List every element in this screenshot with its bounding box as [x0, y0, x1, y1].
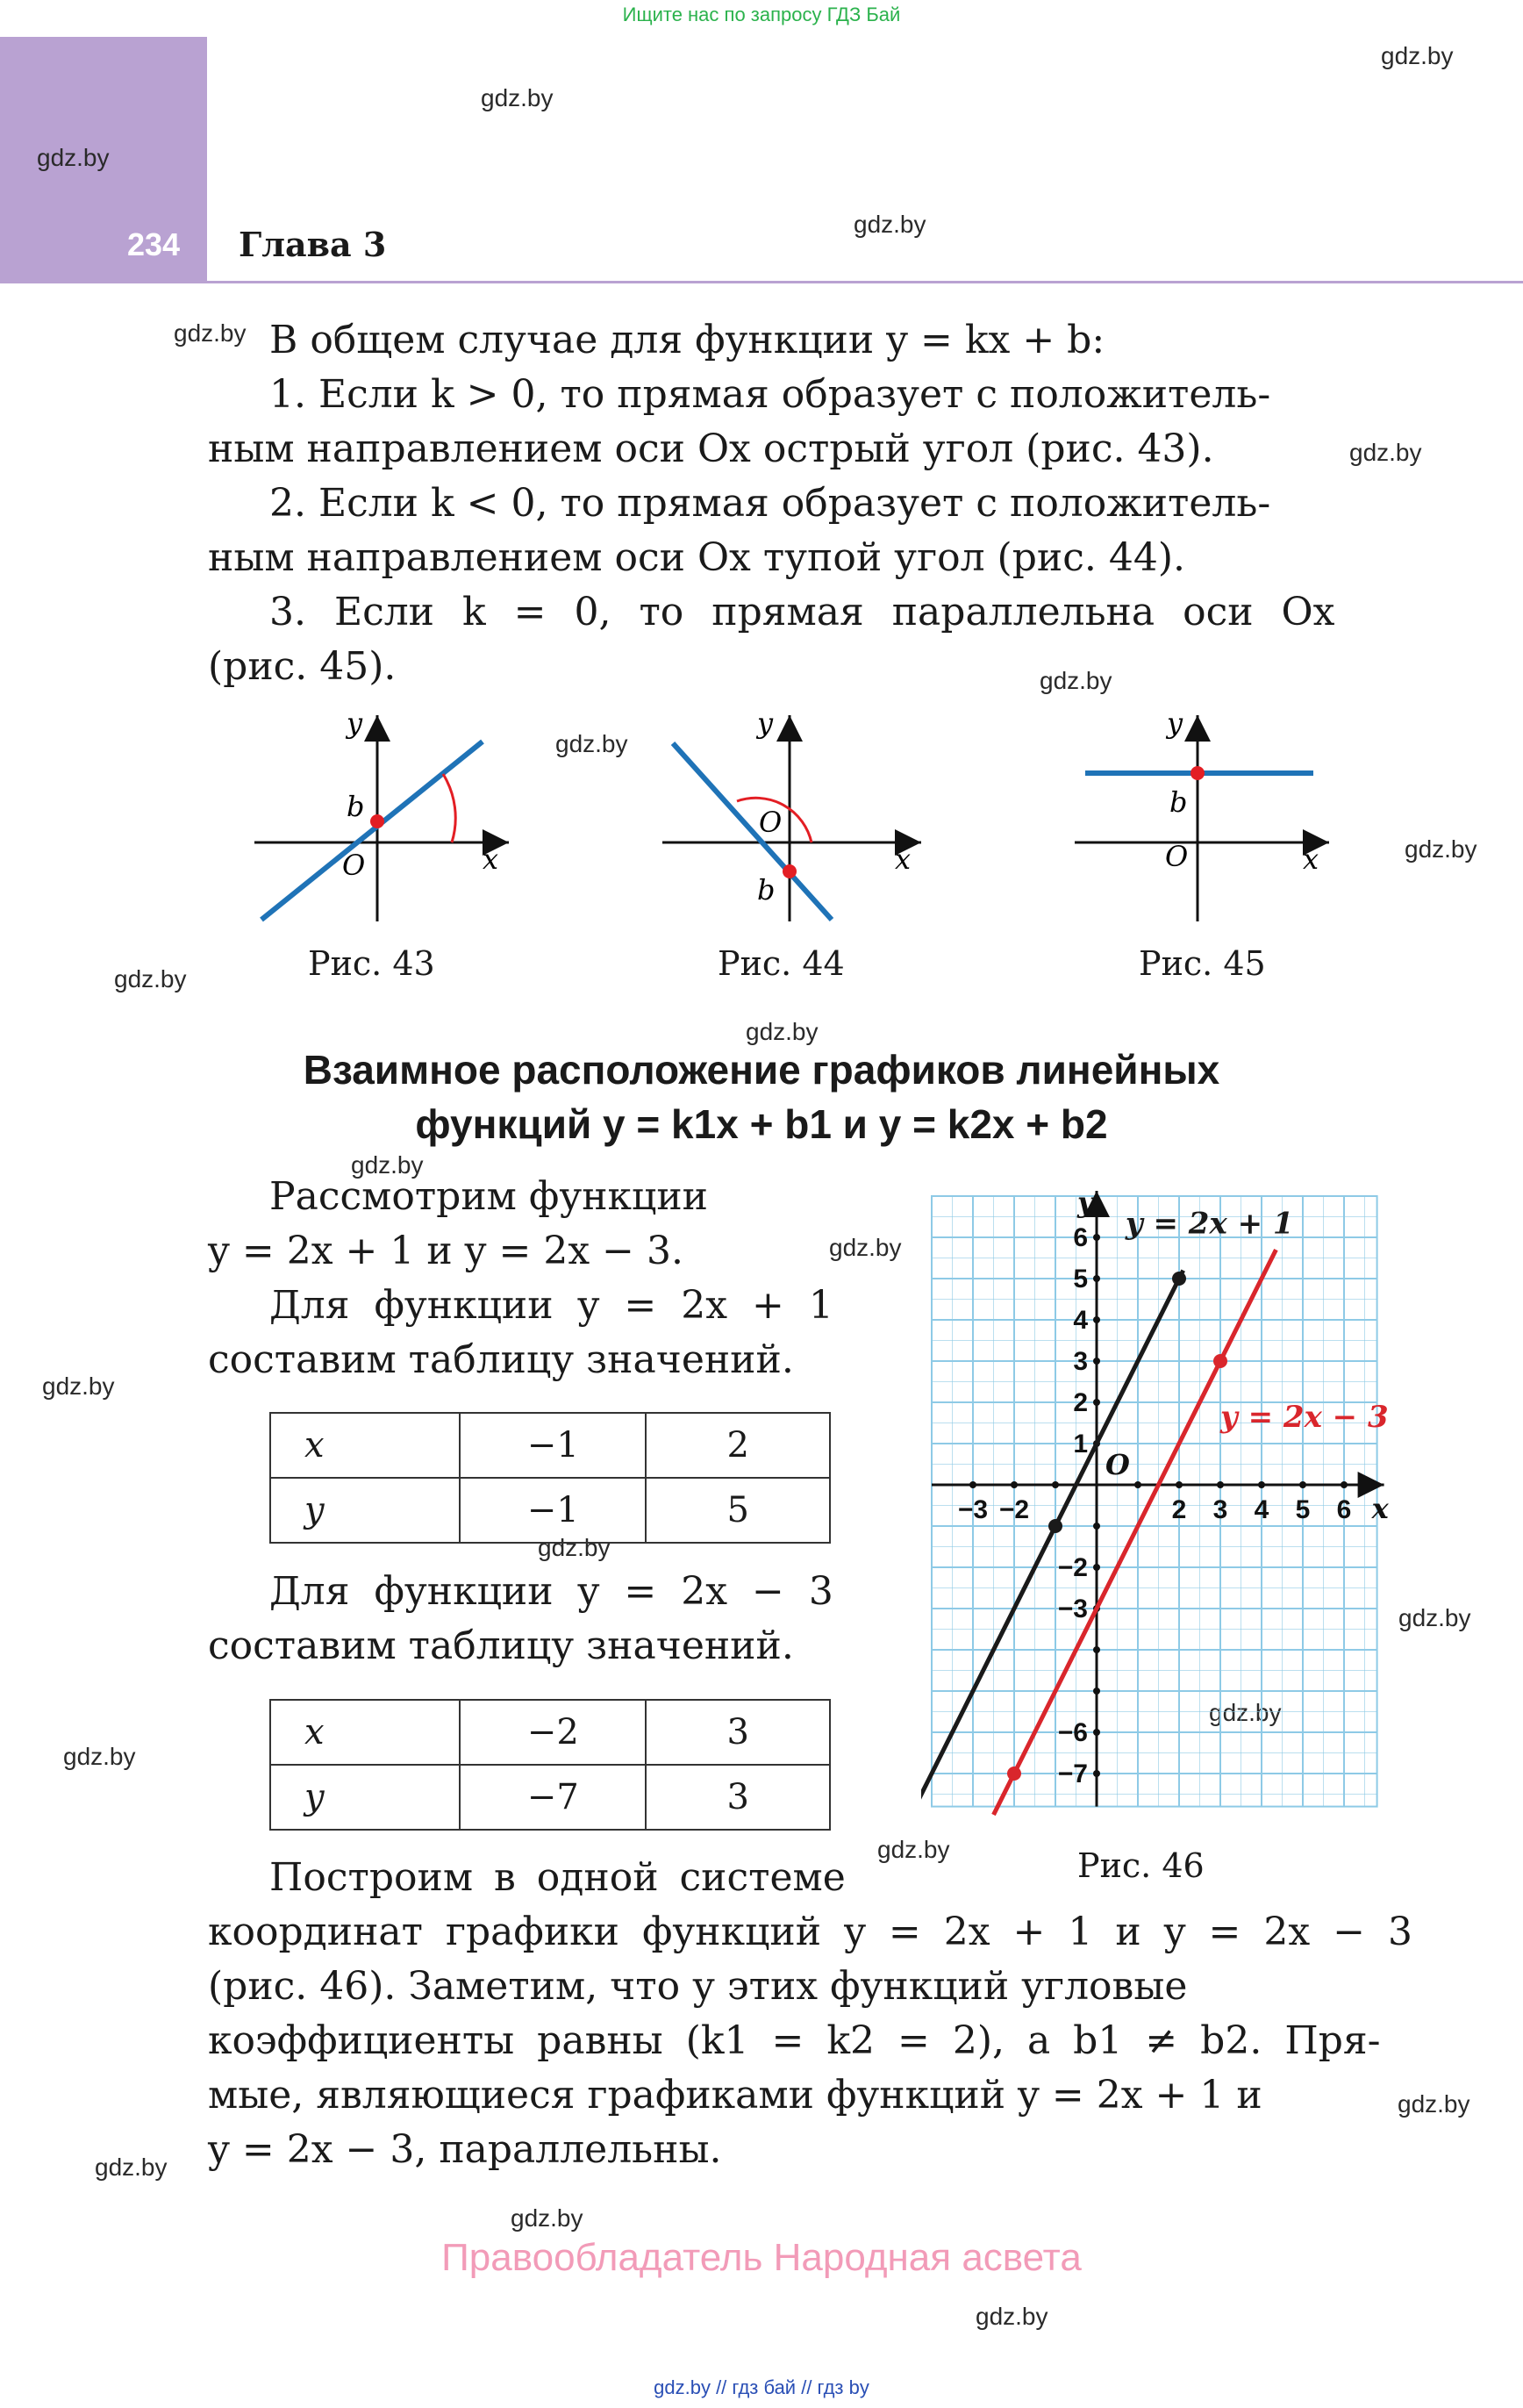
table-row [270, 1700, 830, 1765]
origin-label: O [1165, 840, 1189, 873]
x-tick [1134, 1481, 1141, 1488]
y-tick [1093, 1358, 1100, 1365]
watermark: gdz.by [1381, 42, 1454, 69]
y-label: y [1167, 706, 1183, 740]
x-label: x [1303, 842, 1319, 876]
para3-line-4: коэффициенты равны (k1 = k2 = 2), а b1 ≠ b2. Пря- [208, 2018, 1381, 2063]
table-cell: −1 [460, 1413, 646, 1478]
x-tick [969, 1481, 976, 1488]
section-title-line-2: функций y = k1x + b1 и y = k2x + b2 [415, 1101, 1108, 1147]
watermark: gdz.by [976, 2303, 1048, 2330]
origin-label: O [342, 849, 366, 882]
series-line-2 [994, 1250, 1276, 1815]
origin-label: O [759, 806, 783, 839]
figure-46-chart [921, 1185, 1395, 1834]
watermark: gdz.by [829, 1234, 902, 1261]
page-number: 234 [127, 226, 181, 262]
figure-43 [246, 698, 526, 935]
y-tick [1093, 1646, 1100, 1653]
series-point-1 [1048, 1519, 1062, 1533]
x-tick-label: −3 [957, 1495, 989, 1524]
y-tick [1093, 1688, 1100, 1695]
series-point-2 [1213, 1354, 1227, 1368]
b-label: b [347, 790, 365, 823]
watermark: gdz.by [95, 2154, 168, 2181]
watermark: gdz.by [174, 319, 247, 347]
header-divider [0, 281, 1523, 283]
y-label: y [347, 706, 363, 740]
y-tick [1093, 1316, 1100, 1323]
para3-line-6: y = 2x − 3, параллельны. [208, 2127, 722, 2172]
watermark: gdz.by [746, 1018, 819, 1045]
y-tick-label: 6 [1073, 1223, 1088, 1252]
watermark: gdz.by [63, 1743, 136, 1770]
values-table-2 [269, 1699, 831, 1831]
x-tick [1217, 1481, 1224, 1488]
x-tick-label: 2 [1171, 1495, 1187, 1524]
watermark: gdz.by [854, 211, 926, 238]
y-tick [1093, 1564, 1100, 1571]
values-table-1 [269, 1412, 831, 1544]
x-tick [1341, 1481, 1348, 1488]
x-axis-label: x [1371, 1492, 1389, 1525]
para1-line-2: y = 2x + 1 и y = 2x − 3. [208, 1229, 683, 1273]
section-title-line-1: Взаимное расположение графиков линейных [303, 1047, 1220, 1093]
watermark: gdz.by [1349, 439, 1422, 466]
watermark: gdz.by [114, 965, 187, 993]
table-cell: 3 [646, 1700, 830, 1765]
x-tick [1011, 1481, 1018, 1488]
y-tick [1093, 1275, 1100, 1282]
table-row [270, 1413, 830, 1478]
y-tick-label: −6 [1057, 1718, 1088, 1747]
table-cell: 2 [646, 1413, 830, 1478]
table-row [270, 1765, 830, 1830]
figure-45 [1066, 698, 1347, 935]
y-tick-label: 3 [1073, 1347, 1088, 1376]
para3-line-1: Построим в одной системе [269, 1855, 846, 1900]
y-tick [1093, 1399, 1100, 1406]
table-cell: −7 [460, 1765, 646, 1830]
para3-line-2: координат графики функций y = 2x + 1 и y = 2x − 3 [208, 1910, 1413, 1954]
series-label-2: y = 2x − 3 [1220, 1400, 1389, 1436]
intro-item-1a: 1. Если k > 0, то прямая образует с положитель- [269, 372, 1271, 417]
intro-item-2b: ным направлением оси Ox тупой угол (рис. 44). [208, 535, 1185, 580]
watermark: gdz.by [555, 730, 628, 757]
x-tick [1258, 1481, 1265, 1488]
chapter-title: Глава 3 [239, 225, 387, 264]
table-cell: 5 [646, 1478, 830, 1543]
y-tick-label: 4 [1073, 1306, 1088, 1335]
watermark: gdz.by [1405, 835, 1477, 863]
figure-46-caption: Рис. 46 [1077, 1846, 1205, 1885]
table-cell: x [270, 1413, 460, 1478]
para1-line-4: составим таблицу значений. [208, 1337, 794, 1382]
x-tick [1176, 1481, 1183, 1488]
y-tick-label: 2 [1073, 1388, 1088, 1417]
top-note: Ищите нас по запросу ГДЗ Бай [622, 4, 901, 25]
table-cell: −1 [460, 1478, 646, 1543]
table-cell: y [270, 1478, 460, 1543]
table-row [270, 1478, 830, 1543]
b-label: b [1169, 785, 1188, 819]
figure-45-caption: Рис. 45 [1139, 944, 1266, 983]
copyright-owner: Правообладатель Народная асвета [441, 2236, 1082, 2279]
x-tick-label: 3 [1212, 1495, 1228, 1524]
origin-label: O [1105, 1448, 1130, 1481]
x-tick-label: 5 [1295, 1495, 1311, 1524]
para3-line-3: (рис. 46). Заметим, что у этих функций угловые [208, 1964, 1188, 2009]
y-tick [1093, 1729, 1100, 1736]
watermark: gdz.by [1040, 667, 1112, 694]
watermark: gdz.by [1209, 1699, 1282, 1726]
table-cell: −2 [460, 1700, 646, 1765]
x-tick-label: 4 [1254, 1495, 1269, 1524]
para1-line-1: Рассмотрим функции [269, 1174, 708, 1219]
intro-item-3b: (рис. 45). [208, 644, 397, 689]
x-tick [1299, 1481, 1306, 1488]
watermark: gdz.by [481, 84, 554, 111]
table-cell: 3 [646, 1765, 830, 1830]
figure-43-caption: Рис. 43 [308, 944, 435, 983]
para2-line-2: составим таблицу значений. [208, 1623, 794, 1668]
y-tick-label: −3 [1057, 1595, 1088, 1623]
series-label-1: y = 2x + 1 [1125, 1206, 1294, 1242]
y-tick-label: −7 [1057, 1759, 1088, 1788]
figure-44-caption: Рис. 44 [718, 944, 845, 983]
para1-line-3: Для функции y = 2x + 1 [269, 1283, 833, 1328]
graph-line [261, 742, 483, 920]
intro-item-1b: ным направлением оси Ox острый угол (рис. 43). [208, 426, 1214, 471]
para3-line-5: мые, являющиеся графиками функций y = 2x + 1 и [208, 2073, 1262, 2118]
bottom-note: gdz.by // гдз бай // гдз by [654, 2376, 869, 2398]
x-tick [1052, 1481, 1059, 1488]
table-cell: x [270, 1700, 460, 1765]
intercept-point [783, 864, 797, 878]
x-label: x [483, 842, 499, 876]
watermark: gdz.by [42, 1372, 115, 1400]
watermark: gdz.by [538, 1534, 611, 1561]
series-point-2 [1007, 1767, 1021, 1781]
y-tick [1093, 1770, 1100, 1777]
y-axis-label: y [1077, 1186, 1094, 1219]
watermark: gdz.by [1398, 1604, 1471, 1631]
y-tick-label: −2 [1057, 1553, 1088, 1582]
figure-44 [654, 698, 934, 935]
table-cell: y [270, 1765, 460, 1830]
y-tick [1093, 1234, 1100, 1241]
acute-angle-arc [443, 774, 455, 842]
x-tick-label: 6 [1336, 1495, 1352, 1524]
watermark: gdz.by [1398, 2090, 1470, 2118]
y-tick-label: 5 [1073, 1265, 1088, 1294]
b-label: b [757, 873, 776, 907]
watermark: gdz.by [37, 144, 110, 171]
intro-item-3a: 3. Если k = 0, то прямая параллельна оси Ox [269, 590, 1335, 634]
y-label: y [757, 706, 774, 740]
y-tick [1093, 1523, 1100, 1530]
watermark: gdz.by [511, 2204, 583, 2232]
watermark: gdz.by [877, 1836, 950, 1863]
y-tick-label: 1 [1073, 1430, 1088, 1458]
intercept-point [1191, 766, 1205, 780]
intercept-point [370, 814, 384, 828]
intro-line-1: В общем случае для функции y = kx + b: [269, 318, 1105, 362]
x-label: x [895, 842, 912, 876]
x-tick-label: −2 [998, 1495, 1030, 1524]
watermark: gdz.by [351, 1151, 424, 1179]
para2-line-1: Для функции y = 2x − 3 [269, 1569, 833, 1614]
series-point-1 [1172, 1272, 1186, 1286]
intro-item-2a: 2. Если k < 0, то прямая образует с положитель- [269, 481, 1271, 526]
